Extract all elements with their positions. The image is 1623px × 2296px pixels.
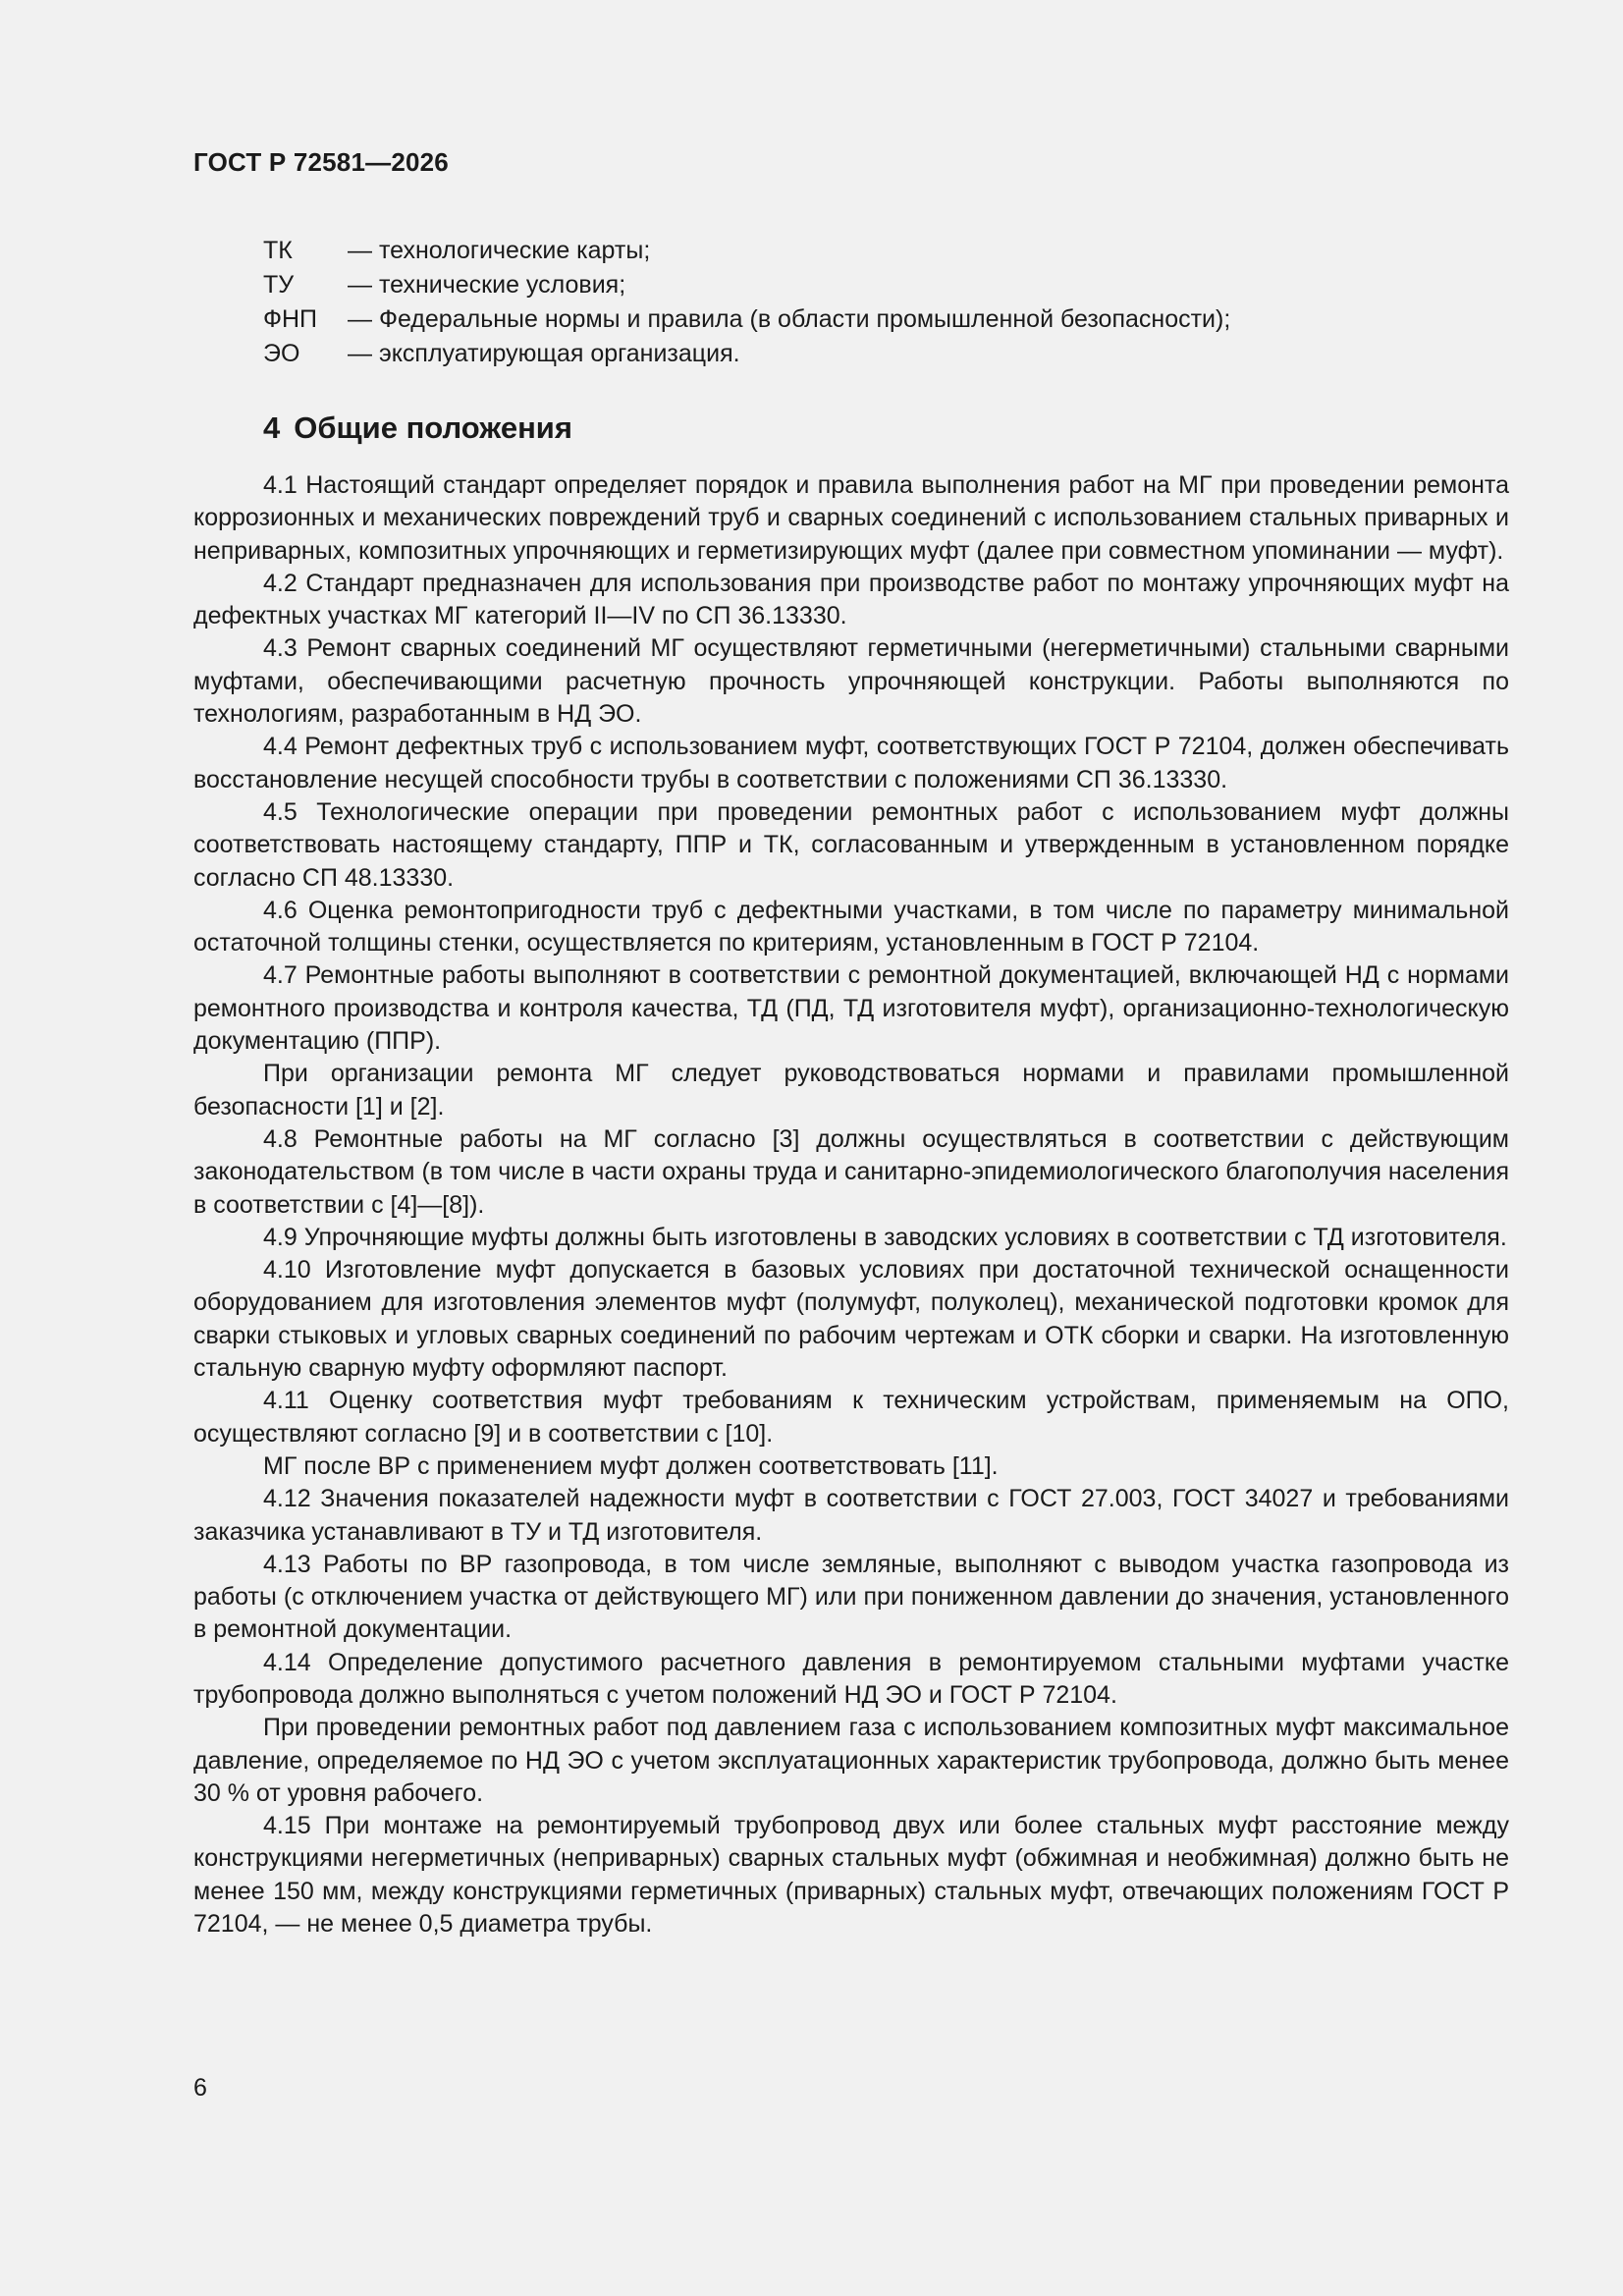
paragraph: 4.14 Определение допустимого расчетного давления в ремонтируемом стальными муфтами участке трубопровода должно выполняться с учетом положений НД ЭО и ГОСТ Р 72104. [193,1648,1509,1709]
paragraph: 4.15 При монтаже на ремонтируемый трубопровод двух или более стальных муфт расстояние между конструкциями негерметичных (неприварных) сварных стальных муфт (обжимная и необжимная) должно быть не менее 150 мм, между конструкциями герметичных (приварных) стальных муфт, отвечающих положениям ГОСТ Р 72104, — не менее 0,5 диаметра трубы. [193,1812,1509,1939]
abbreviation-item [263,302,1230,337]
abbreviation-definition: — технические условия; [348,271,626,299]
abbreviation-item [263,268,1230,302]
paragraph: 4.1 Настоящий стандарт определяет порядок и правила выполнения работ на МГ при проведении ремонта коррозионных и механических повреждений труб и сварных соединений с использованием стальных приварных и неприварных, композитных упрочняющих и герметизирующих муфт (далее при совместном упоминании — муфт). [193,471,1509,565]
section-number: 4 [263,410,281,445]
section-heading [263,410,572,446]
paragraph: 4.8 Ремонтные работы на МГ согласно [3] должны осуществляться в соответствии с действующим законодательством (в том числе в части охраны труда и санитарно-эпидемиологического благополучия населения в соответствии с [4]—[8]). [193,1124,1509,1219]
section-title: Общие положения [294,410,572,445]
paragraph: 4.9 Упрочняющие муфты должны быть изготовлены в заводских условиях в соответствии с ТД изготовителя. [263,1223,1507,1251]
abbreviation-item [263,234,1230,268]
abbreviation-list [263,234,1230,371]
paragraph: 4.12 Значения показателей надежности муфт в соответствии с ГОСТ 27.003, ГОСТ 34027 и требованиями заказчика устанавливают в ТУ и ТД изготовителя. [193,1485,1509,1546]
paragraph: 4.11 Оценку соответствия муфт требованиям к техническим устройствам, применяемым на ОПО, осуществляют согласно [9] и в соответствии с [10]. [193,1387,1509,1448]
paragraph: 4.3 Ремонт сварных соединений МГ осуществляют герметичными (негерметичными) стальными сварными муфтами, обеспечивающими расчетную прочность упрочняющей конструкции. Работы выполняются по технологиям, разработанным в НД ЭО. [193,634,1509,729]
abbreviation-definition: — технологические карты; [348,237,651,264]
section-body [193,469,1509,1941]
paragraph: МГ после ВР с применением муфт должен соответствовать [11]. [263,1451,999,1480]
abbreviation-definition: — эксплуатирующая организация. [348,340,740,367]
abbreviation-definition: — Федеральные нормы и правила (в области промышленной безопасности); [348,305,1231,333]
paragraph: 4.7 Ремонтные работы выполняют в соответствии с ремонтной документацией, включающей НД с нормами ремонтного производства и контроля качества, ТД (ПД, ТД изготовителя муфт), организационно-технологическую документацию (ППР). [193,961,1509,1056]
paragraph: 4.4 Ремонт дефектных труб с использованием муфт, соответствующих ГОСТ Р 72104, должен обеспечивать восстановление несущей способности трубы в соответствии с положениями СП 36.13330. [193,733,1509,793]
paragraph: 4.2 Стандарт предназначен для использования при производстве работ по монтажу упрочняющих муфт на дефектных участках МГ категорий II—IV по СП 36.13330. [193,569,1509,630]
paragraph: 4.13 Работы по ВР газопровода, в том числе земляные, выполняют с выводом участка газопровода из работы (с отключением участка от действующего МГ) или при пониженном давлении до значения, установленного в ремонтной документации. [193,1550,1509,1644]
abbreviation-term: ТК [263,237,293,264]
abbreviation-term: ТУ [263,271,295,299]
paragraph: 4.6 Оценка ремонтопригодности труб с дефектными участками, в том числе по параметру минимальной остаточной толщины стенки, осуществляется по критериям, установленным в ГОСТ Р 72104. [193,896,1509,957]
abbreviation-term: ЭО [263,340,300,367]
paragraph: 4.5 Технологические операции при проведении ремонтных работ с использованием муфт должны соответствовать настоящему стандарту, ППР и ТК, согласованным и утвержденным в установленном порядке согласно СП 48.13330. [193,797,1509,892]
paragraph: При проведении ремонтных работ под давлением газа с использованием композитных муфт максимальное давление, определяемое по НД ЭО с учетом эксплуатационных характеристик трубопровода, должно быть менее 30 % от уровня рабочего. [193,1714,1509,1807]
document-header: ГОСТ Р 72581—2026 [193,147,449,177]
paragraph: При организации ремонта МГ следует руководствоваться нормами и правилами промышленной безопасности [1] и [2]. [193,1060,1509,1121]
paragraph: 4.10 Изготовление муфт допускается в базовых условиях при достаточной технической оснащенности оборудованием для изготовления элементов муфт (полумуфт, полуколец), механической подготовки кромок для сварки стыковых и угловых сварных соединений по рабочим чертежам и ОТК сборки и сварки. На изготовленную стальную сварную муфту оформляют паспорт. [193,1256,1509,1383]
page-number: 6 [193,2074,207,2102]
abbreviation-item [263,337,1230,371]
abbreviation-term: ФНП [263,305,318,333]
